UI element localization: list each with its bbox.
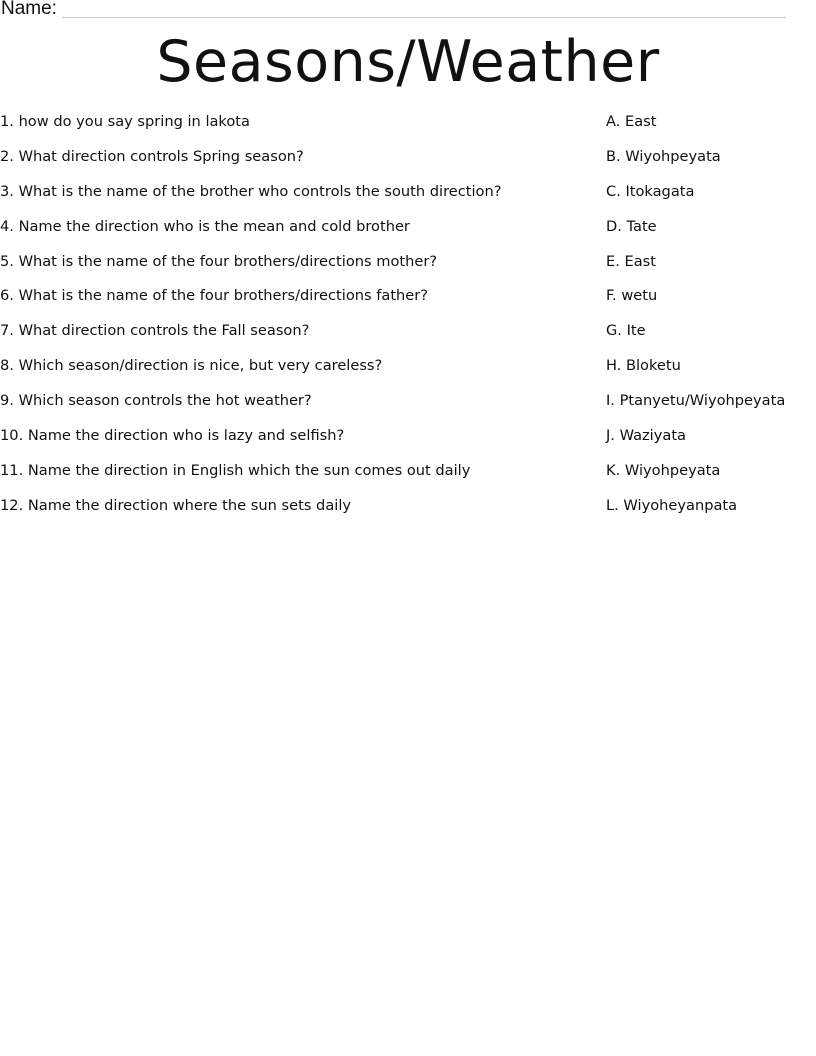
question-item: 7. What direction controls the Fall season?	[0, 322, 310, 340]
answer-item: G. Ite	[606, 322, 646, 340]
question-item: 8. Which season/direction is nice, but very careless?	[0, 357, 383, 375]
question-item: 4. Name the direction who is the mean and cold brother	[0, 217, 410, 235]
name-blank-line	[62, 17, 786, 18]
answer-item: J. Waziyata	[606, 427, 686, 445]
question-item: 11. Name the direction in English which the sun comes out daily	[0, 461, 471, 479]
name-label: Name:	[1, 0, 57, 19]
question-item: 9. Which season controls the hot weather?	[0, 392, 312, 410]
answer-item: K. Wiyohpeyata	[606, 461, 721, 479]
answer-item: B. Wiyohpeyata	[606, 147, 721, 165]
answer-item: I. Ptanyetu/Wiyohpeyata	[606, 392, 786, 410]
question-item: 2. What direction controls Spring season?	[0, 147, 304, 165]
answer-item: C. Itokagata	[606, 182, 695, 200]
answer-item: E. East	[606, 252, 656, 270]
answer-item: L. Wiyoheyanpata	[606, 496, 738, 514]
answer-item: D. Tate	[606, 217, 657, 235]
question-item: 6. What is the name of the four brothers/directions father?	[0, 287, 429, 305]
answer-list	[606, 111, 811, 530]
answer-item: H. Bloketu	[606, 357, 681, 375]
question-item: 10. Name the direction who is lazy and selfish?	[0, 427, 345, 445]
answer-item: A. East	[606, 113, 657, 130]
answer-item: F. wetu	[606, 287, 658, 305]
question-item: 5. What is the name of the four brothers/directions mother?	[0, 252, 438, 270]
question-item: 3. What is the name of the brother who controls the south direction?	[0, 182, 502, 200]
worksheet-title: Seasons/Weather	[156, 29, 660, 95]
question-item: 12. Name the direction where the sun sets daily	[0, 496, 352, 514]
name-field	[0, 0, 790, 22]
question-item: 1. how do you say spring in lakota	[0, 113, 250, 130]
question-list	[0, 111, 580, 530]
